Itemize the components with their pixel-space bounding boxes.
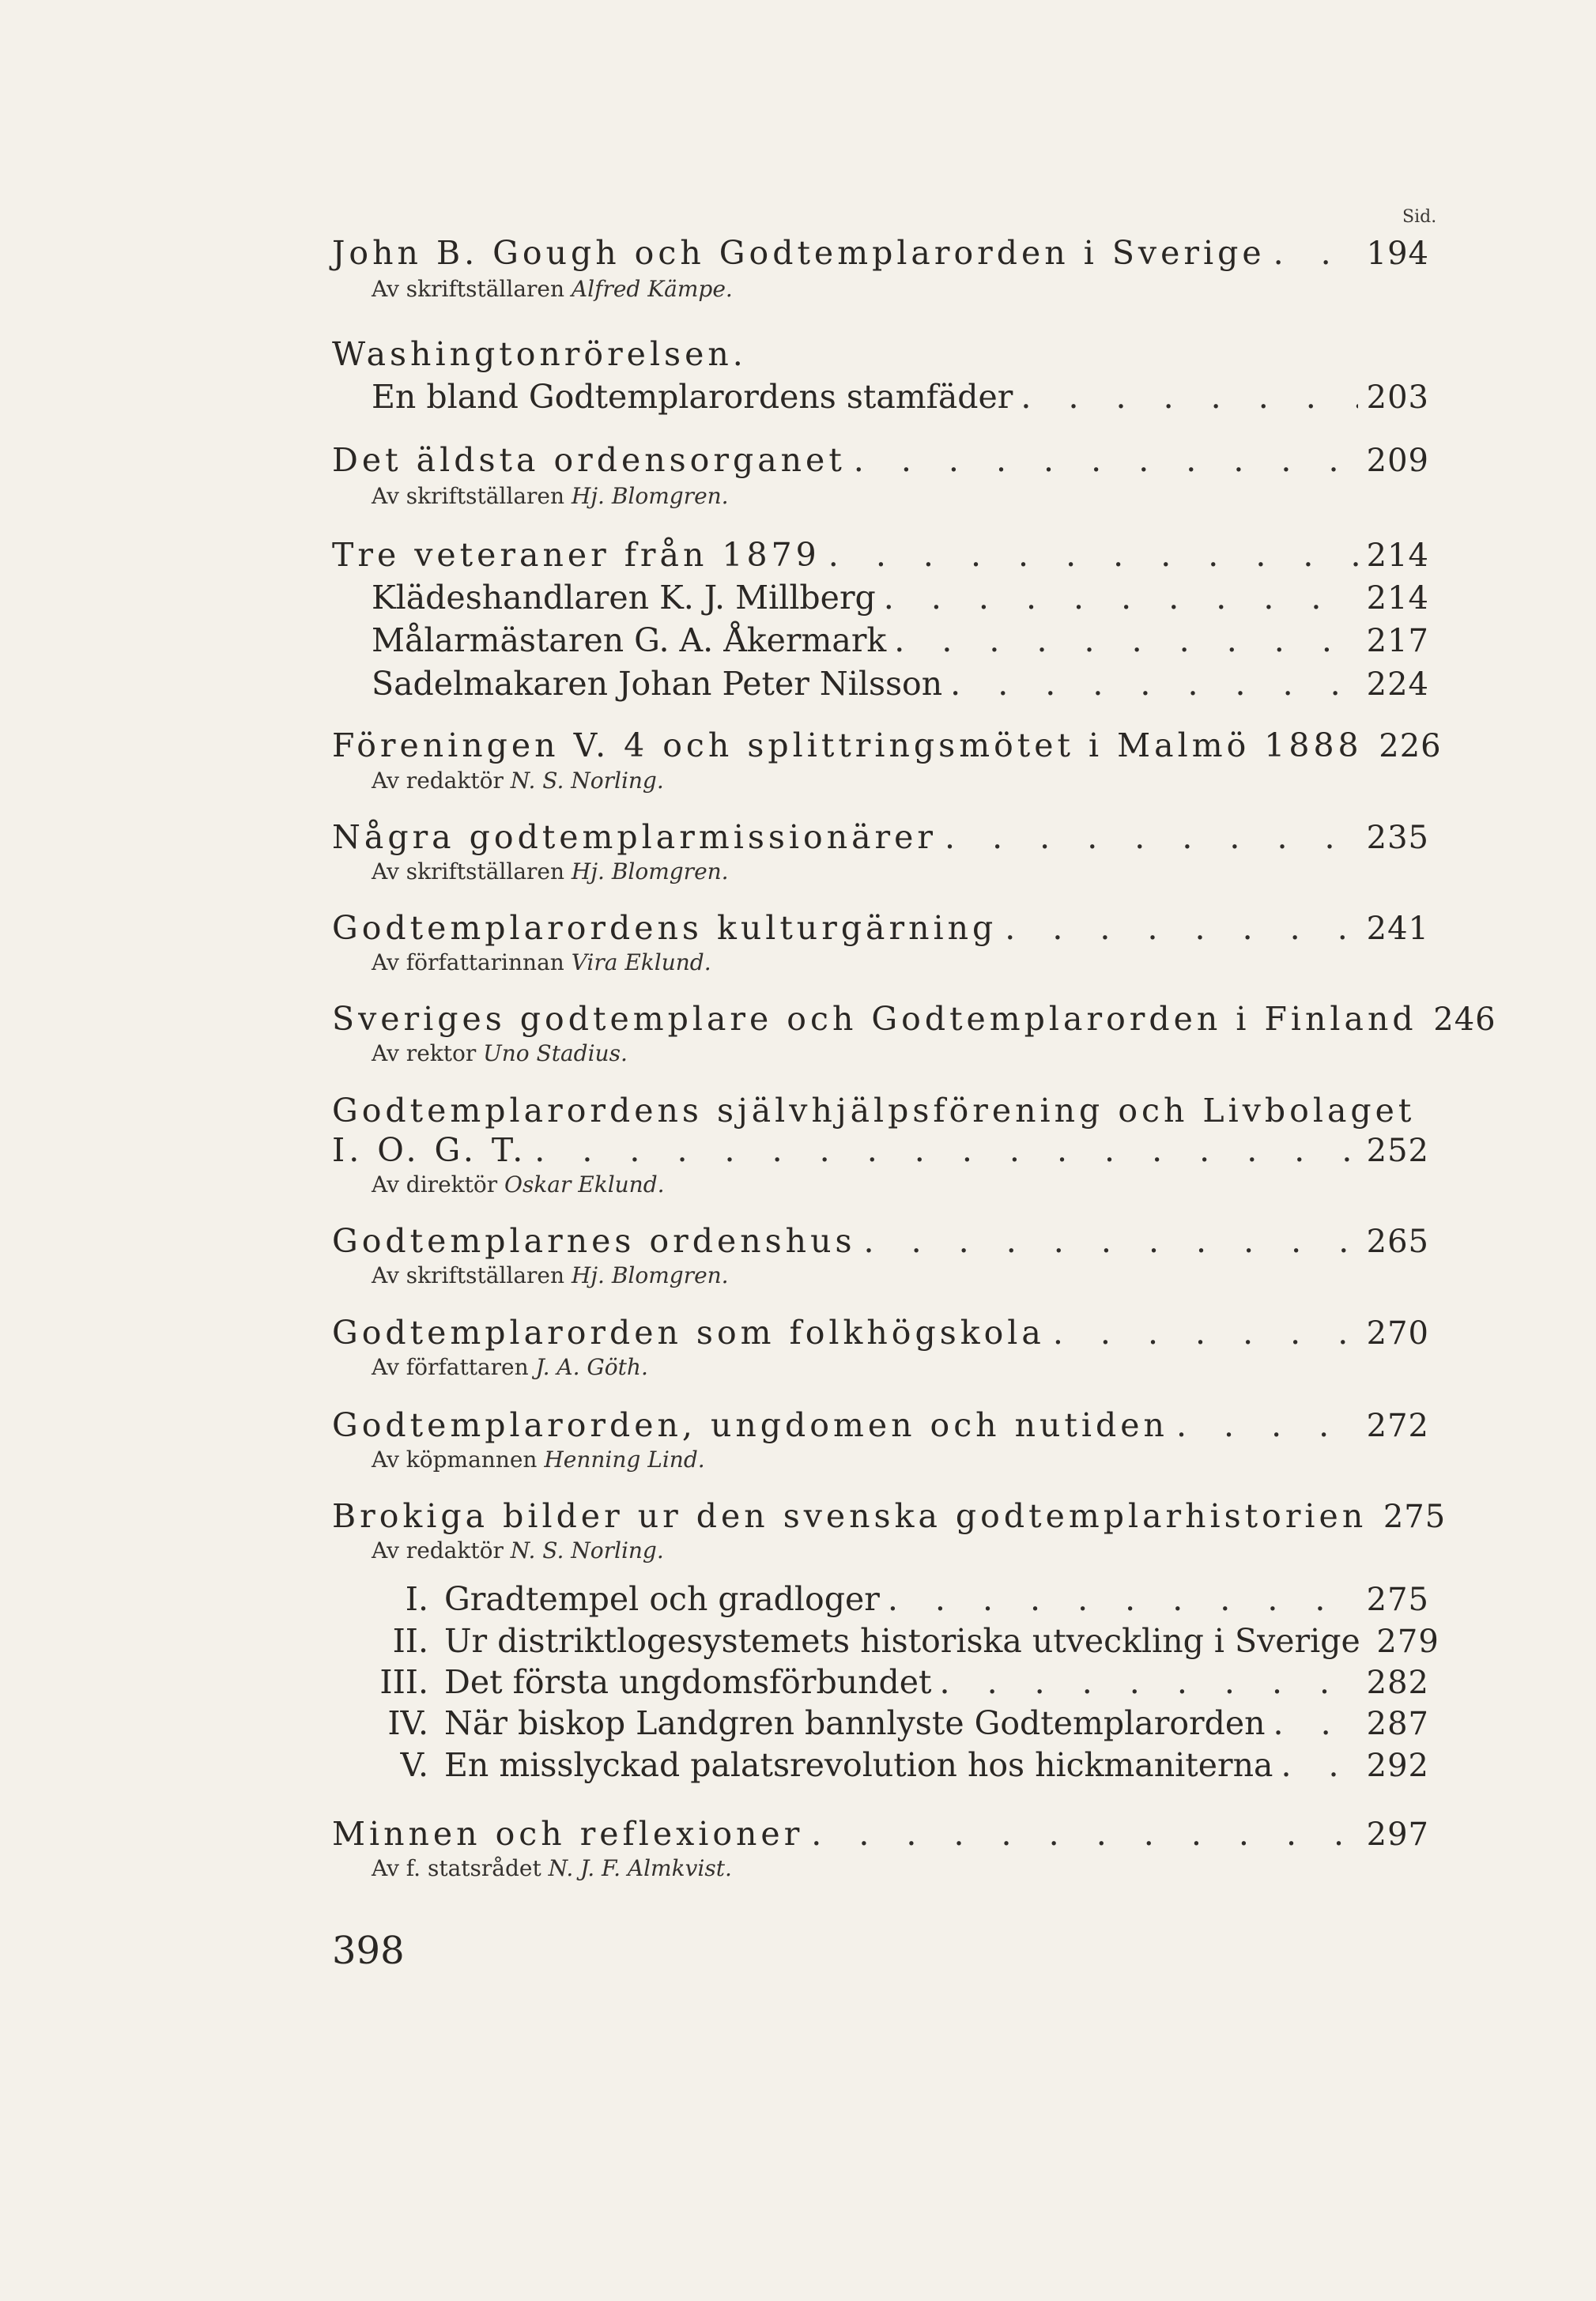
toc-entry-title: John B. Gough och Godtemplarorden i Sverige . . . 194: [332, 233, 1429, 273]
toc-entry-title: Några godtemplarmissionärer . . . 235: [332, 817, 1429, 858]
toc-entry-title: Sveriges godtemplare och Godtemplarorden i Finland . . . 246: [332, 999, 1429, 1039]
toc-entry-title: Det äldsta ordensorganet . . . 209: [332, 440, 1429, 481]
toc-entry-author: Av skriftställaren Alfred Kämpe.: [372, 276, 733, 302]
toc-subentry: III. Det första ungdomsförbundet . . . 282: [372, 1662, 1429, 1703]
toc-entry-title: Brokiga bilder ur den svenska godtemplarhistorien . . . 275: [332, 1496, 1429, 1537]
toc-entry-title: Föreningen V. 4 och splittringsmötet i Malmö 1888 . . . 226: [332, 726, 1429, 766]
toc-entry-author: Av skriftställaren Hj. Blomgren.: [372, 858, 729, 885]
toc-entry-author: Av skriftställaren Hj. Blomgren.: [372, 1262, 729, 1288]
page-column-label: Sid.: [1402, 207, 1437, 227]
toc-subentry: I. Gradtempel och gradloger . . . 275: [372, 1579, 1429, 1620]
toc-entry-title: Godtemplarordens kulturgärning . . . 241: [332, 908, 1429, 949]
toc-entry-author: Av skriftställaren Hj. Blomgren.: [372, 483, 729, 509]
toc-entry-author: Av f. statsrådet N. J. F. Almkvist.: [372, 1855, 732, 1881]
toc-subentry: II. Ur distriktlogesystemets historiska utveckling i Sverige . . . 279: [372, 1621, 1429, 1662]
toc-subentry: Klädeshandlaren K. J. Millberg . . . 214: [372, 578, 1429, 618]
toc-entry-author: Av redaktör N. S. Norling.: [372, 1537, 664, 1564]
toc-entry-author: Av direktör Oskar Eklund.: [372, 1171, 665, 1198]
toc-entry-title: Godtemplarordens självhjälpsförening och Livbolaget: [332, 1092, 1416, 1130]
toc-subentry: IV. När biskop Landgren bannlyste Godtemplarorden . . . 287: [372, 1703, 1429, 1744]
toc-subentry: Målarmästaren G. A. Åkermark . . . 217: [372, 621, 1429, 661]
toc-entry-author: Av köpmannen Henning Lind.: [372, 1447, 705, 1473]
toc-entry-title: Minnen och reflexioner . . . 297: [332, 1814, 1429, 1854]
toc-entry-title: Tre veteraner från 1879 . . . 214: [332, 535, 1429, 575]
toc-entry-title: Godtemplarorden som folkhögskola . . . 270: [332, 1313, 1429, 1353]
toc-entry-title: Godtemplarorden, ungdomen och nutiden . . . 272: [332, 1405, 1429, 1446]
toc-subentry: V. En misslyckad palatsrevolution hos hickmaniterna . . . 292: [372, 1745, 1429, 1786]
toc-entry-subtitle: En bland Godtemplarordens stamfäder . . . 203: [372, 377, 1429, 417]
toc-subentry: Sadelmakaren Johan Peter Nilsson . . . 224: [372, 664, 1429, 704]
toc-entry-author: Av författaren J. A. Göth.: [372, 1354, 648, 1380]
toc-entry-author: Av redaktör N. S. Norling.: [372, 768, 664, 794]
toc-entry-author: Av författarinnan Vira Eklund.: [372, 949, 711, 975]
toc-entry-author: Av rektor Uno Stadius.: [372, 1040, 628, 1066]
page-number: 398: [332, 1929, 405, 1973]
toc-entry-title: Washingtonrörelsen.: [332, 335, 747, 373]
toc-entry-title: Godtemplarnes ordenshus . . . 265: [332, 1221, 1429, 1262]
toc-entry-title-cont: I. O. G. T. . . . 252: [332, 1130, 1429, 1171]
